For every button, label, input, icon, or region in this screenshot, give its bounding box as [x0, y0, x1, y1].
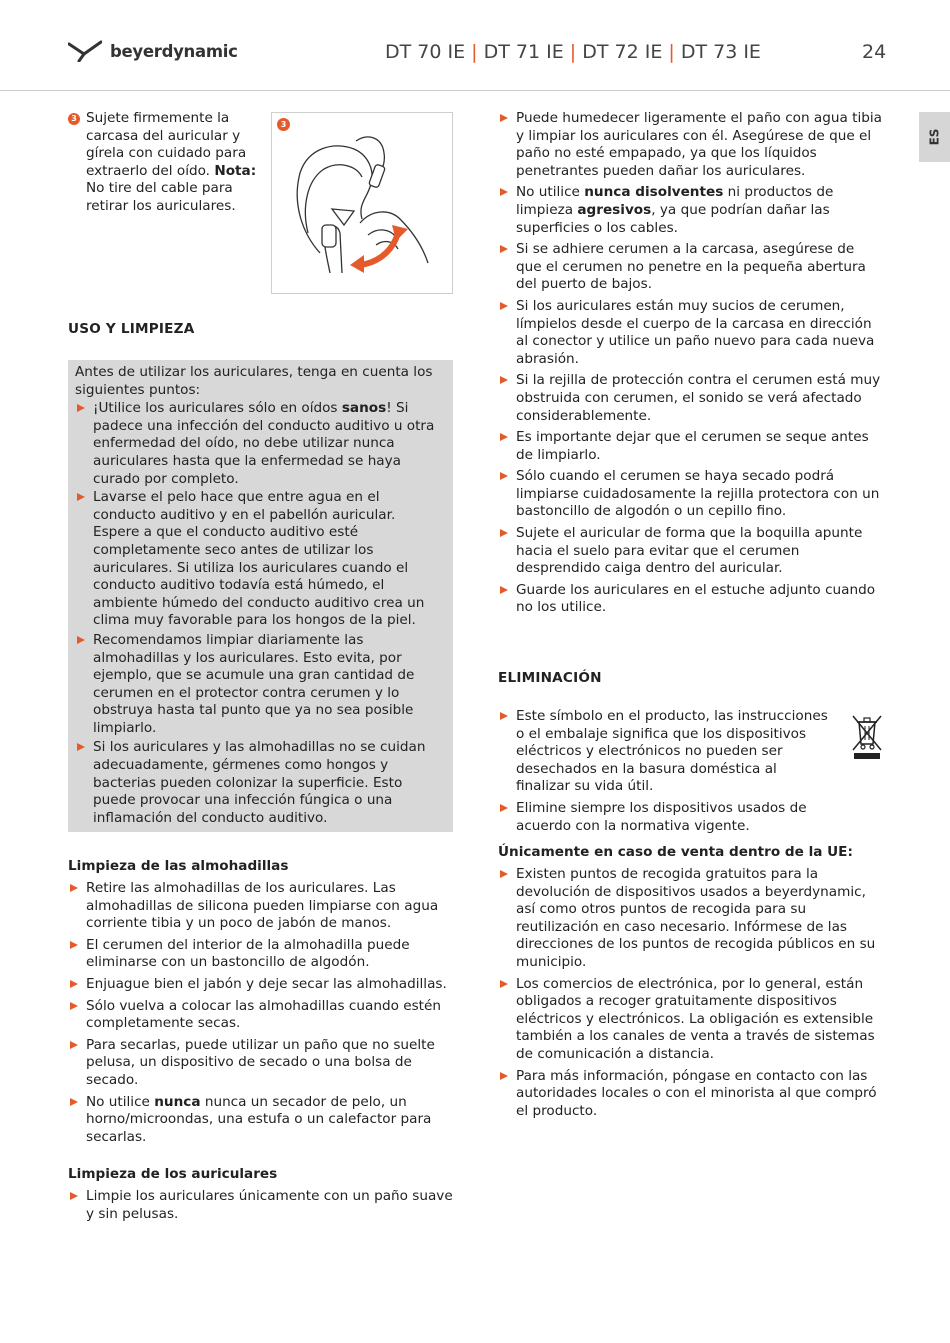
list-item	[498, 241, 883, 294]
list-item	[498, 372, 883, 425]
model-separator: |	[668, 41, 675, 63]
list-item-text: nunca un secador de pelo, un horno/microondas, una estufa o un calefactor para secarlas.	[86, 1093, 432, 1145]
list-item-text: Si los auriculares y las almohadillas no se cuidan adecuadamente, gérmenes como hongos y bacterias pueden colonizar la superficie. Esto puede provocar una infección fúngica o una inflamación del conducto auditivo.	[93, 739, 426, 826]
list-item	[68, 937, 453, 972]
list-item-text: Guarde los auriculares en el estuche adjunto cuando no los utilice.	[516, 581, 876, 616]
list-item-text: Limpie los auriculares únicamente con un paño suave y sin pelusas.	[86, 1188, 453, 1222]
model-name: DT 73 IE	[680, 41, 761, 63]
list-item	[498, 1068, 883, 1121]
warning-intro: Antes de utilizar los auriculares, tenga en cuenta los siguientes puntos:	[75, 364, 433, 398]
list-item-text: El cerumen del interior de la almohadilla puede eliminarse con un bastoncillo de algodón.	[86, 936, 410, 971]
cleaning-list-continued	[498, 110, 883, 621]
step-note-label: Nota:	[214, 162, 257, 179]
list-item-text: Este símbolo en el producto, las instrucciones o el embalaje significa que los dispositivos eléctricos y electrónicos no pueden ser desechados en la basura doméstica al finalizar su vida útil.	[516, 708, 828, 795]
warning-box	[68, 360, 453, 832]
list-item-text: ¡Utilice los auriculares sólo en oídos	[93, 400, 342, 417]
list-item	[75, 632, 445, 738]
step-note-text: No tire del cable para retirar los auriculares.	[86, 180, 236, 214]
section-title-eliminacion: ELIMINACIÓN	[498, 670, 602, 686]
model-separator: |	[569, 41, 577, 63]
crossed-out-bin-icon	[850, 712, 884, 760]
figure-number-badge: 3	[277, 118, 290, 131]
list-item	[498, 866, 883, 972]
page-number: 24	[862, 41, 887, 63]
list-item-text: Es importante dejar que el cerumen se seque antes de limpiarlo.	[516, 429, 869, 463]
model-name: DT 71 IE	[483, 41, 564, 63]
list-item-text: Los comercios de electrónica, por lo general, están obligados a recoger gratuitamente dispositivos eléctricos y electrónicos. La obligación es extensible también a los canales de venta a través de sistemas de comunicación a distancia.	[516, 975, 875, 1062]
list-item-text: Sólo cuando el cerumen se haya secado podrá limpiarse cuidadosamente la rejilla protectora con un bastoncillo de algodón o un cepillo fino.	[516, 468, 880, 520]
list-item	[68, 976, 453, 994]
list-item-text: ! Si padece una infección del conducto auditivo u otra enfermedad del oído, no debe utilizar nunca auriculares hasta que la enfermedad se haya curado por completo.	[93, 400, 435, 487]
model-name: DT 72 IE	[582, 41, 663, 63]
language-tab-label: ES	[927, 128, 942, 146]
list-item-bold: nunca	[154, 1093, 201, 1110]
list-item	[498, 525, 883, 578]
list-item-text: Elimine siempre los dispositivos usados de acuerdo con la normativa vigente.	[516, 799, 807, 834]
list-item-text: Si se adhiere cerumen a la carcasa, asegúrese de que el cerumen no penetre en la pequeña abertura del puerto de bajos.	[516, 241, 866, 293]
list-item-text: Sujete el auricular de forma que la boquilla apunte hacia el suelo para evitar que el cerumen desprendido caiga dentro del auricular.	[516, 525, 863, 577]
list-item-text: Enjuague bien el jabón y deje secar las almohadillas.	[86, 975, 447, 992]
step-instruction	[68, 110, 258, 216]
list-item-text: , ya que podrían dañar las superficies o los cables.	[516, 201, 830, 236]
step-number-badge: 3	[68, 113, 80, 125]
brand-name: beyerdynamic	[110, 41, 238, 61]
removal-illustration	[271, 112, 453, 294]
list-item	[498, 184, 883, 237]
list-item	[498, 298, 883, 368]
list-item-text: Puede humedecer ligeramente el paño con agua tibia y limpiar los auriculares con él. Asegúrese de que el paño no esté empapado, ya que los líquidos penetrantes pueden dañar los auriculares.	[516, 110, 882, 179]
warning-list	[75, 400, 445, 827]
subsection-title-eu: Únicamente en caso de venta dentro de la UE:	[498, 844, 853, 860]
model-name: DT 70 IE	[385, 41, 466, 63]
list-item	[498, 800, 833, 835]
list-item	[75, 400, 445, 488]
almohadillas-list	[68, 880, 453, 1150]
eu-disposal-list	[498, 866, 883, 1124]
list-item-text: ni productos de limpieza	[516, 184, 834, 218]
list-item-bold: nunca disolventes	[584, 184, 724, 201]
list-item	[68, 880, 453, 933]
list-item	[68, 1037, 453, 1090]
list-item	[68, 998, 453, 1033]
auriculares-list	[68, 1188, 453, 1227]
list-item	[75, 739, 445, 827]
list-item-text: Retire las almohadillas de los auriculares. Las almohadillas de silicona pueden limpiarse con agua corriente tibia y un poco de jabón de manos.	[86, 880, 439, 932]
list-item	[498, 468, 883, 521]
language-tab[interactable]	[919, 112, 950, 162]
subsection-title-auriculares: Limpieza de los auriculares	[68, 1166, 278, 1182]
list-item-text: No utilice	[516, 184, 585, 201]
model-list	[385, 41, 761, 63]
list-item	[498, 110, 883, 180]
beyerdynamic-logo-icon	[68, 40, 102, 62]
disposal-list	[498, 708, 833, 839]
list-item-text: Si la rejilla de protección contra el cerumen está muy obstruida con cerumen, el sonido se verá afectado considerablemente.	[516, 372, 881, 424]
model-separator: |	[471, 41, 478, 63]
list-item-text: Existen puntos de recogida gratuitos para la devolución de dispositivos usados a beyerdynamic, así como otros puntos de recogida para su reutilización en caso necesario. Infórmese de las direcciones de los puntos de recogida públicos en su municipio.	[516, 866, 876, 970]
section-title-uso: USO Y LIMPIEZA	[68, 321, 195, 337]
list-item	[498, 582, 883, 617]
list-item-text: Sólo vuelva a colocar las almohadillas cuando estén completamente secas.	[86, 997, 441, 1032]
step-main-text: Sujete firmemente la carcasa del auricular y gírela con cuidado para extraerlo del oído.	[86, 110, 247, 179]
brand-logo	[68, 40, 238, 62]
list-item-text: Para más información, póngase en contacto con las autoridades locales o con el minorista al que compró el producto.	[516, 1067, 877, 1119]
page-header	[0, 0, 950, 91]
list-item-bold: agresivos	[577, 201, 652, 218]
list-item	[68, 1094, 453, 1147]
list-item	[498, 429, 883, 464]
list-item-bold: sanos	[341, 400, 387, 417]
list-item-text: Si los auriculares están muy sucios de cerumen, límpielos desde el cuerpo de la carcasa en dirección al conector y utilice un paño nuevo para cada nueva abrasión.	[516, 297, 875, 367]
list-item	[75, 489, 445, 630]
list-item-text: Para secarlas, puede utilizar un paño que no suelte pelusa, un dispositivo de secado o una bolsa de secado.	[86, 1036, 435, 1088]
list-item	[498, 708, 833, 796]
subsection-title-almohadillas: Limpieza de las almohadillas	[68, 858, 289, 874]
list-item-text: No utilice	[86, 1093, 155, 1110]
list-item	[498, 976, 883, 1064]
step-text	[68, 110, 258, 216]
ear-removal-illustration-icon	[272, 113, 452, 293]
list-item-text: Lavarse el pelo hace que entre agua en el conducto auditivo y en el pabellón auricular. Espere a que el conducto auditivo esté completamente seco antes de utilizar los auriculares. Si utiliza los auriculares cuando el conducto auditivo todavía está húmedo, el ambiente húmedo del conducto auditivo crea un clima muy favorable para los hongos de la piel.	[93, 489, 425, 629]
list-item-text: Recomendamos limpiar diariamente las almohadillas y los auriculares. Esto evita, por ejemplo, que se acumule una gran cantidad de cerumen en el protector contra cerumen y lo obstruya hasta tal punto que ya no sea posible limpiarlo.	[93, 631, 415, 736]
list-item	[68, 1188, 453, 1223]
